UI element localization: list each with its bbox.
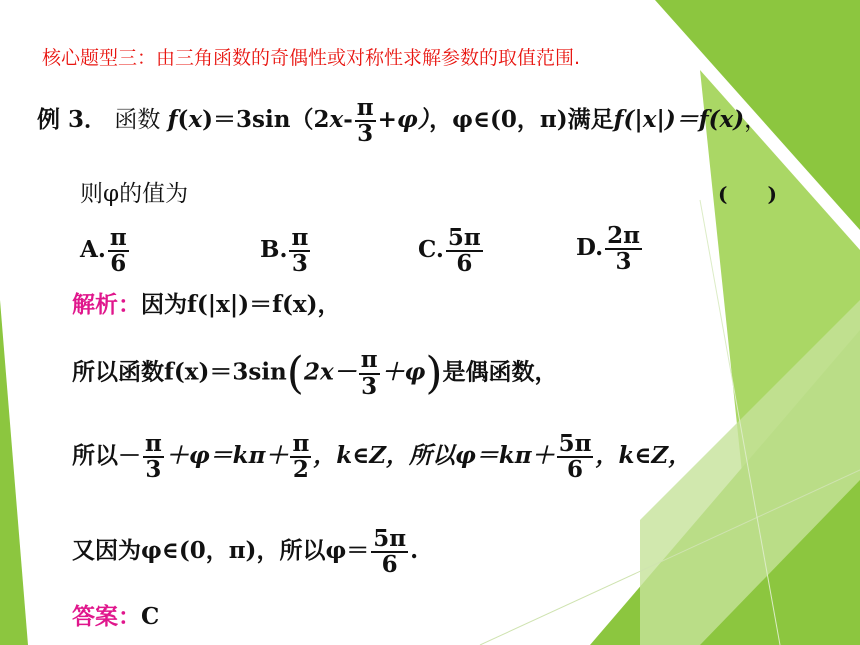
solution-line-3: 所以－ $\frac{\pi}{3}$ ＋φ＝kπ＋ $\frac{\pi}{2}$ ，k∈Z，所以φ＝kπ＋ $\frac{5\pi}{6}$ ，k∈Z， (72, 430, 692, 484)
question-text-pre: 函数 (114, 107, 161, 134)
green-left-edge (0, 300, 28, 645)
condition-text: ，φ∈(0，π)满足 (429, 106, 614, 134)
option-a: A. $\frac{\pi}{6}$ (80, 224, 127, 278)
option-b: B. $\frac{\pi}{3}$ (260, 224, 309, 278)
answer-paren: ( ) (718, 182, 777, 206)
solution-line-4: 又因为φ∈(0，π)，所以φ＝ $\frac{5\pi}{6}$ . (72, 525, 419, 579)
answer-line (72, 598, 159, 631)
option-c: C. $\frac{5\pi}{6}$ (418, 224, 481, 278)
answer-value: C (141, 603, 160, 630)
answer-label: 答案： (72, 604, 141, 630)
fraction-pi-3: $\frac{\pi}{3}$ (356, 94, 374, 148)
func-f: f (167, 106, 178, 134)
func-eq: ＝3sin（2 (213, 106, 330, 134)
solution-line-1: 解析：因为f(|x|)＝f(x)， (72, 291, 341, 318)
option-d: D. $\frac{2\pi}{3}$ (576, 222, 640, 276)
slide-heading: 核心题型三：由三角函数的奇偶性或对称性求解参数的取值范围. (42, 47, 581, 69)
condition-fabs: f(|x|)＝f(x) (613, 106, 745, 134)
example-label: 例 3． (37, 106, 108, 134)
solution-label: 解析： (72, 292, 141, 318)
plus-phi: +φ） (377, 106, 430, 134)
question-line-1: 例 3． 函数 f(x)＝3sin（2x- $\frac{\pi}{3}$ +φ），φ∈(0，π)满足f(|x|)＝f(x)， (37, 94, 768, 148)
question-line-2: 则φ的值为 (80, 181, 189, 207)
solution-line-2: 所以函数f(x)＝3sin(2x－ $\frac{\pi}{3}$ ＋φ)是偶函数， (72, 346, 558, 400)
